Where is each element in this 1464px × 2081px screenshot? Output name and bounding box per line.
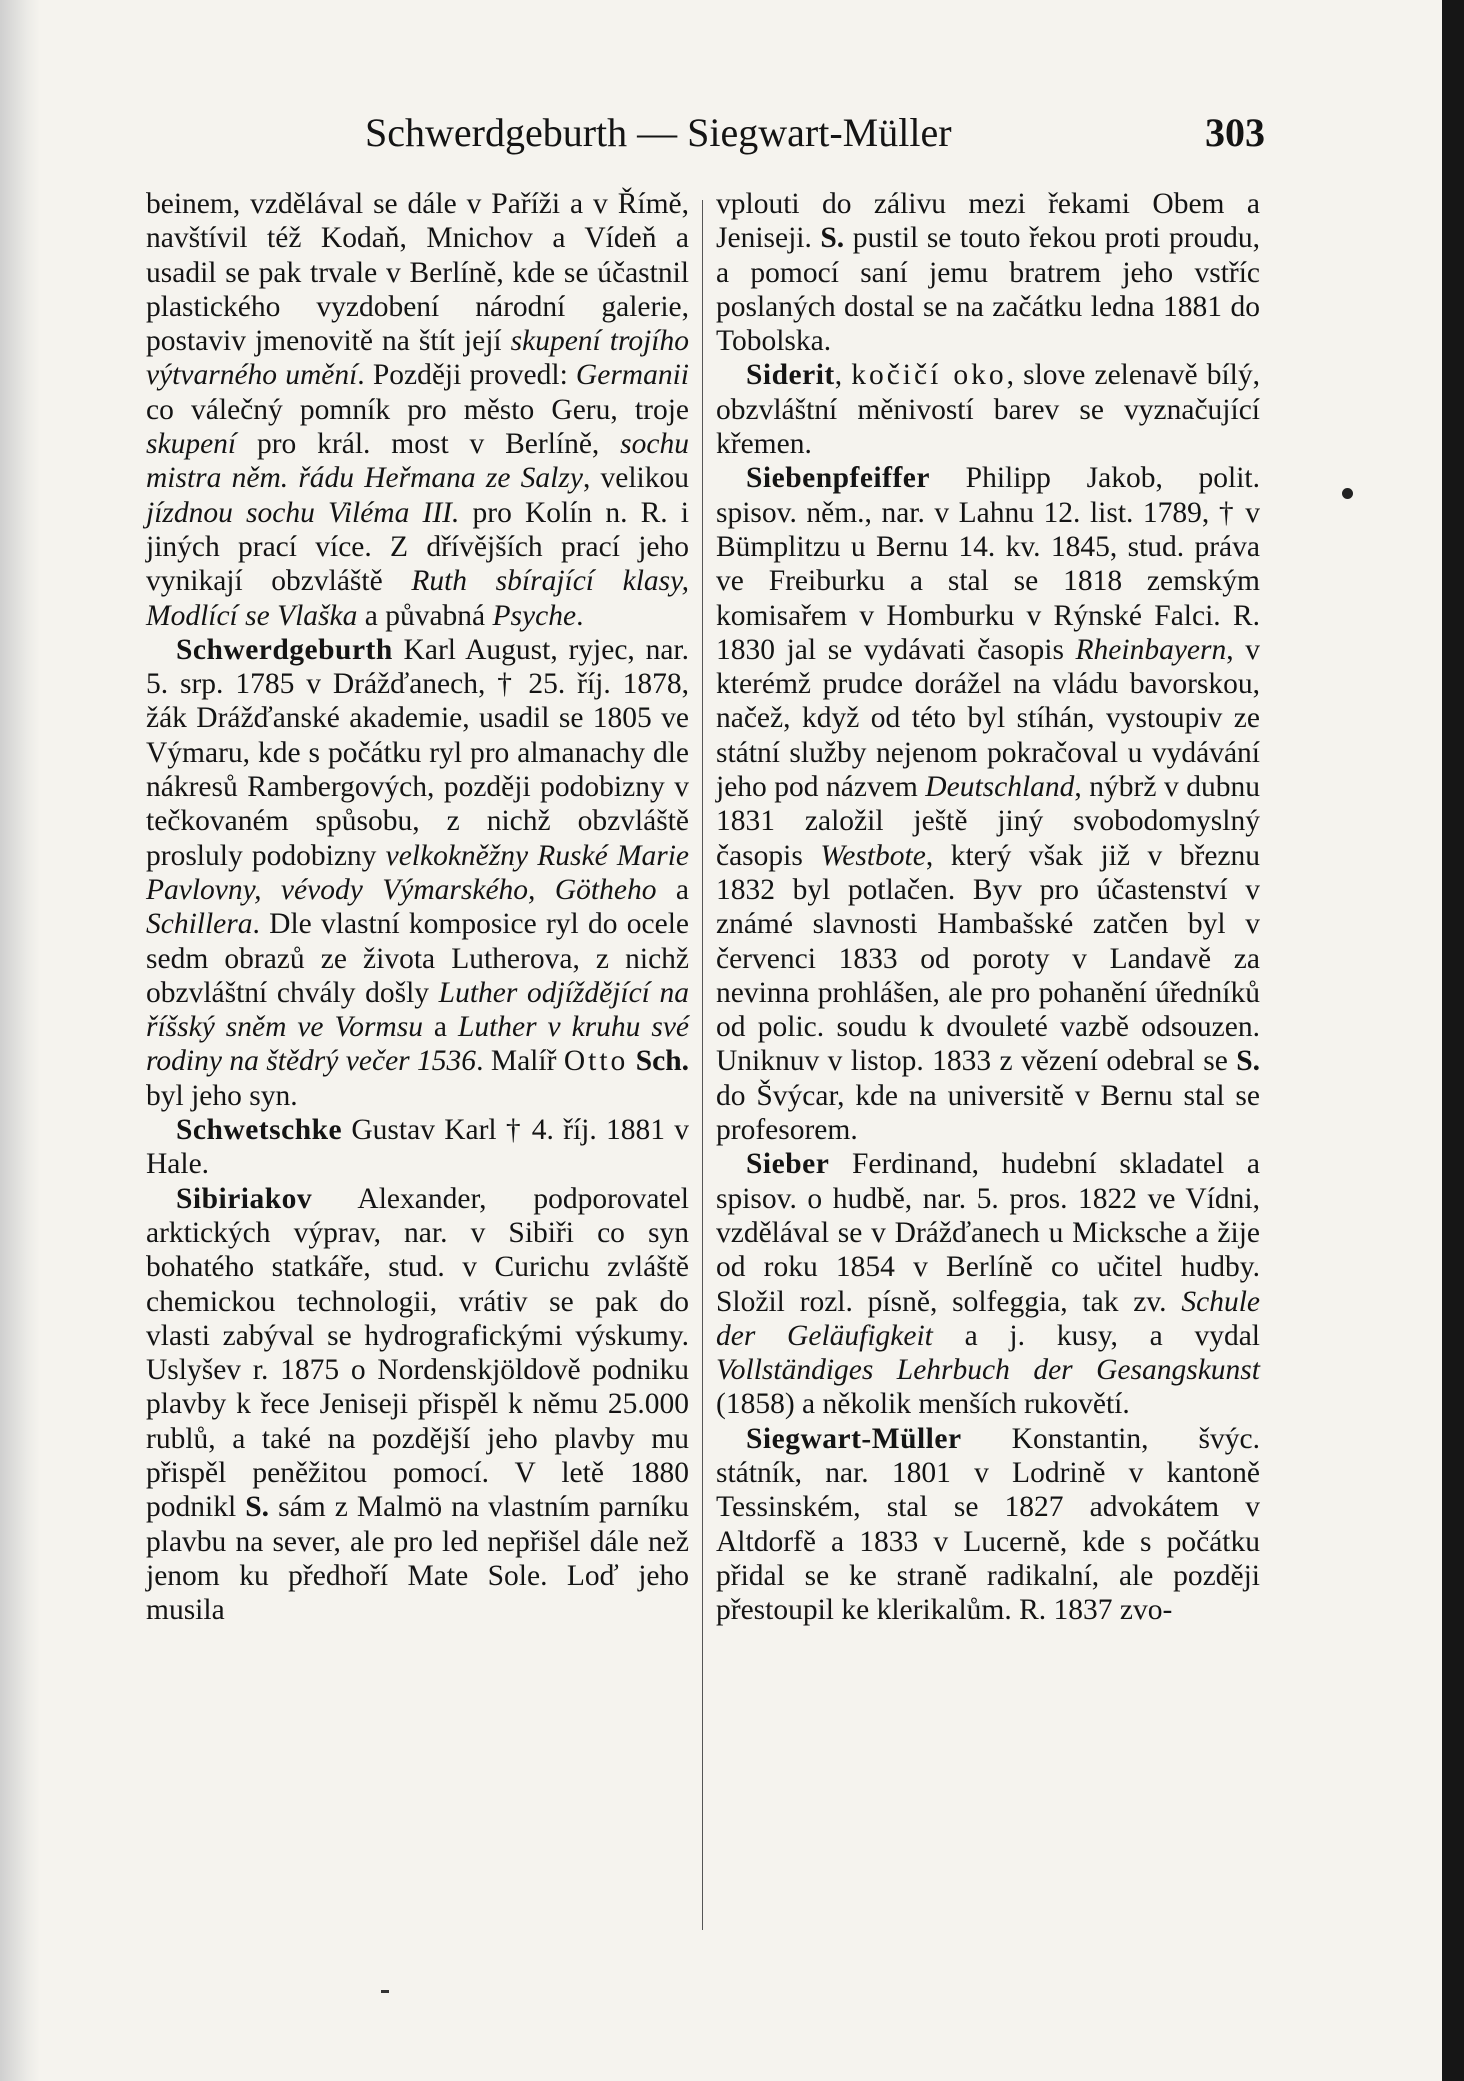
column-rule bbox=[702, 200, 703, 1930]
left-column bbox=[146, 187, 689, 1627]
entry-schwerdgeburth: Schwerdgeburth Karl August, ryjec, nar. 5. srp. 1785 v Drážďanech, † 25. říj. 1878, žák Drážďanské akademie, usadil se 1805 ve Výmaru, kde s počátku ryl pro almanachy dle nákresů Rambergových, později podobizny v tečkovaném spůsobu, z nichž obzvláště prosluly podobizny velkokněžny Ruské Marie Pavlovny, vévody Výmarského, Götheho a Schillera. Dle vlastní komposice ryl do ocele sedm obrazů ze života Lutherova, z nichž obzvláštní chvály došly Luther odjíždějící na říšský sněm ve Vormsu a Luther v kruhu své rodiny na štědrý večer 1536. Malíř Otto Sch. byl jeho syn. bbox=[146, 633, 690, 1112]
running-head: Schwerdgeburth — Siegwart-Müller bbox=[365, 110, 952, 155]
footer-mark bbox=[381, 1990, 389, 1993]
entry-sibiriakov: Sibiriakov Alexander, podporovatel arktických výprav, nar. v Sibiři co syn bohatého statkáře, stud. v Curichu zvláště chemickou technologii, vrátiv se pak do vlasti zabýval se hydrografickými výskumy. Uslyšev r. 1875 o Nordenskjöldově podniku plavby k řece Jeniseji přispěl k němu 25.000 rublů, a také na pozdější jeho plavby mu přispěl peněžitou pomocí. V letě 1880 podnikl S. sám z Malmö na vlastním parníku plavbu na sever, ale pro led nepřišel dále než jenom ku předhoří Mate Sole. Loď jeho musila bbox=[146, 1182, 689, 1627]
margin-mark bbox=[1342, 488, 1353, 499]
headword: Schwerdgeburth bbox=[176, 633, 393, 666]
continued-entry-text: beinem, vzdělával se dále v Paříži a v Římě, navštívil též Kodaň, Mnichov a Vídeň a usadil se pak trvale v Berlíně, kde se účastnil plastického vyzdobení národní galerie, postaviv jmenovitě na štít její skupení trojího výtvarného umění. Později provedl: Germanii co válečný pomník pro město Geru, troje skupení pro král. most v Berlíně, sochu mistra něm. řádu Heřmana ze Salzy, velikou jízdnou sochu Viléma III. pro Kolín n. R. i jiných prací více. Z dřívějších prací jeho vynikají obzvláště Ruth sbírající klasy, Modlící se Vlaška a půvabná Psyche. bbox=[146, 188, 689, 632]
entry-siebenpfeiffer: Siebenpfeiffer Philipp Jakob, polit. spisov. něm., nar. v Lahnu 12. list. 1789, † v Bümplitzu u Bernu 14. kv. 1845, stud. práva ve Freiburku a stal se 1818 zemským komisařem v Homburku v Rýnské Falci. R. 1830 jal se vydávati časopis Rheinbayern, v kterémž prudce dorážel na vládu bavorskou, načež, když od této byl stíhán, vystoupiv ze státní služby nejenom pokračoval u vydávání jeho pod názvem Deutschland, nýbrž v dubnu 1831 založil ještě jiný svobodomyslný časopis Westbote, který však již v březnu 1832 byl potlačen. Byv pro účastenství v známé slavnosti Hambašské zatčen byl v červenci 1833 od poroty v Landavě za nevinna prohlášen, ale pro pohanění úředníků od polic. soudu k dvouleté vazbě odsouzen. Uniknuv v listop. 1833 z vězení odebral se S. do Švýcar, kde na universitě v Bernu stal se profesorem. bbox=[716, 462, 1261, 1147]
entry-sieber: Sieber Ferdinand, hudební skladatel a spisov. o hudbě, nar. 5. pros. 1822 ve Vídni, vzdělával se v Drážďanech u Micksche a žije od roku 1854 v Berlíně co učitel hudby. Složil rozl. písně, solfeggia, tak zv. Schule der Geläufigkeit a j. kusy, a vydal Vollständiges Lehrbuch der Gesangskunst (1858) a několik menších rukovětí. bbox=[716, 1148, 1260, 1421]
headword: Siderit bbox=[746, 359, 835, 392]
headword: Sibiriakov bbox=[176, 1182, 313, 1215]
headword: Siegwart-Müller bbox=[746, 1422, 962, 1455]
scan-edge-left bbox=[0, 0, 40, 2081]
headword: Sieber bbox=[746, 1148, 830, 1181]
page-header bbox=[365, 108, 1265, 158]
entry-siderit: Siderit, kočičí oko, slove zelenavě bílý, obzvláštní měnivostí barev se vyznačující křemen. bbox=[716, 359, 1261, 461]
right-column bbox=[716, 187, 1260, 1627]
continued-entry-text: vplouti do zálivu mezi řekami Obem a Jeniseji. S. pustil se touto řekou proti proudu, a pomocí saní jemu bratrem jeho vstříc poslaných dostal se na začátku ledna 1881 do Tobolska. bbox=[716, 188, 1260, 358]
entry-schwetschke: Schwetschke Gustav Karl † 4. říj. 1881 v Hale. bbox=[146, 1114, 689, 1181]
scan-edge-right bbox=[1442, 0, 1464, 2081]
headword: Siebenpfeiffer bbox=[746, 462, 930, 495]
headword: Schwetschke bbox=[176, 1114, 343, 1147]
page-number: 303 bbox=[1205, 110, 1265, 155]
entry-siegwart-muller: Siegwart-Müller Konstantin, švýc. státník, nar. 1801 v Lodrině v kantoně Tessinském, stal se 1827 advokátem v Altdorfě a 1833 v Lucerně, kde s počátku přidal se ke straně radikalní, ale později přestoupil ke klerikalům. R. 1837 zvo- bbox=[716, 1422, 1260, 1627]
